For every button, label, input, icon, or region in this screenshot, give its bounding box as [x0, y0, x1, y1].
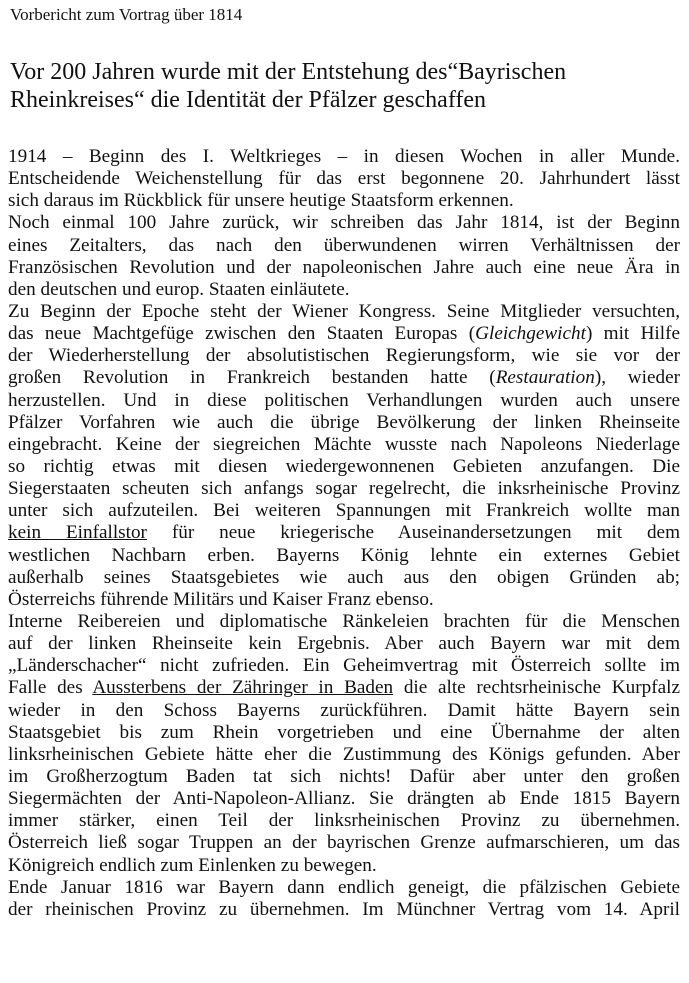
text-line: der rheinischen Provinz zu übernehmen. Im Münchner Vertrag vom 14. April [8, 898, 680, 920]
title-line: Rheinkreises“ die Identität der Pfälzer geschaffen [10, 87, 487, 113]
underlined-kein-einfallstor: kein Einfallstor [8, 522, 147, 544]
text-segment: ), wieder [594, 367, 680, 389]
document-title [10, 58, 680, 114]
text-line: im Großherzogtum Baden tat sich nichts! Dafür aber unter den großen [8, 765, 680, 787]
text-line: immer stärker, einen Teil der linksrheinischen Provinz zu übernehmen. [8, 810, 680, 832]
text-segment: ) mit Hilfe [585, 323, 680, 345]
text-line: unter sich aufzuteilen. Bei weiteren Spannungen mit Frankreich wollte man [8, 500, 680, 522]
text-line: Zu Beginn der Epoche steht der Wiener Kongress. Seine Mitglieder versuchten, [8, 301, 680, 323]
text-line: wieder in den Schoss Bayerns zurückführen. Damit hätte Bayern sein [8, 699, 680, 721]
text-line: Noch einmal 100 Jahre zurück, wir schreiben das Jahr 1814, ist der Beginn [8, 212, 680, 234]
text-segment: großen Revolution in Frankreich bestanden hatte ( [8, 367, 496, 389]
text-line: auf der linken Rheinseite kein Ergebnis. Aber auch Bayern war mit dem [8, 633, 680, 655]
text-line: herzustellen. Und in diese politischen Verhandlungen wurden auch unsere [8, 389, 680, 411]
text-line: den deutschen und europ. Staaten einläutete. [8, 278, 350, 300]
emphasis-gleichgewicht: Gleichgewicht [475, 323, 586, 345]
text-line: Entscheidende Weichenstellung für das erst begonnene 20. Jahrhundert lässt [8, 168, 680, 190]
text-line: westlichen Nachbarn erben. Bayerns König lehnte ein externes Gebiet [8, 544, 680, 566]
text-line: linksrheinischen Gebiete hätte eher die Zustimmung des Königs gefunden. Aber [8, 743, 680, 765]
text-line [8, 522, 680, 544]
text-line: Österreichs führende Militärs und Kaiser Franz ebenso. [8, 588, 434, 610]
title-line: Vor 200 Jahren wurde mit der Entstehung des“Bayrischen [10, 59, 567, 85]
text-line [8, 323, 680, 345]
text-line [8, 677, 680, 699]
underlined-aussterben: Aussterbens der Zähringer in Baden [92, 677, 394, 699]
text-line [8, 367, 680, 389]
emphasis-restauration: Restauration [495, 367, 595, 389]
text-line: Ende Januar 1816 war Bayern dann endlich geneigt, die pfälzischen Gebiete [8, 876, 680, 898]
text-line: „Länderschacher“ nicht zufrieden. Ein Geheimvertrag mit Österreich sollte im [8, 655, 680, 677]
text-line: außerhalb seines Staatsgebietes wie auch aus den obigen Gründen ab; [8, 566, 680, 588]
text-segment: die alte rechtsrheinische Kurpfalz [393, 677, 680, 699]
body-text [8, 146, 680, 921]
text-line: der Wiederherstellung der absolutistischen Regierungsform, wie sie vor der [8, 345, 680, 367]
text-line: Staatsgebiet bis zum Rhein vorgetrieben und eine Übernahme der alten [8, 721, 680, 743]
text-line: eingebracht. Keine der siegreichen Mächte wusste nach Napoleons Niederlage [8, 433, 680, 455]
text-segment: für neue kriegerische Auseinandersetzungen mit dem [146, 522, 680, 544]
text-line: Königreich endlich zum Einlenken zu bewegen. [8, 854, 377, 876]
text-line: sich daraus im Rückblick für unsere heutige Staatsform erkennen. [8, 190, 514, 212]
text-line: Siegerstaaten scheuten sich anfangs sogar regelrecht, die inksrheinische Provinz [8, 478, 680, 500]
text-line: Französischen Revolution und der napoleonischen Jahre auch eine neue Ära in [8, 256, 680, 278]
document-header: Vorbericht zum Vortrag über 1814 [10, 5, 243, 24]
text-line: Pfälzer Vorfahren wie auch die übrige Bevölkerung der linken Rheinseite [8, 411, 680, 433]
text-line: Interne Reibereien und diplomatische Ränkeleien brachten für die Menschen [8, 611, 680, 632]
text-line: so richtig etwas mit diesen wiedergewonnenen Gebieten anzufangen. Die [8, 456, 680, 477]
text-line: Siegermächten der Anti-Napoleon-Allianz. Sie drängten ab Ende 1815 Bayern [8, 788, 680, 810]
text-line: Österreich ließ sogar Truppen an der bayrischen Grenze aufmarschieren, um das [8, 832, 680, 854]
text-segment: Falle des [8, 677, 93, 699]
text-segment: das neue Machtgefüge zwischen den Staaten Europas ( [8, 323, 476, 345]
text-line: eines Zeitalters, das nach den überwundenen wirren Verhältnissen der [8, 234, 680, 256]
text-line: 1914 – Beginn des I. Weltkrieges – in diesen Wochen in aller Munde. [8, 146, 680, 167]
